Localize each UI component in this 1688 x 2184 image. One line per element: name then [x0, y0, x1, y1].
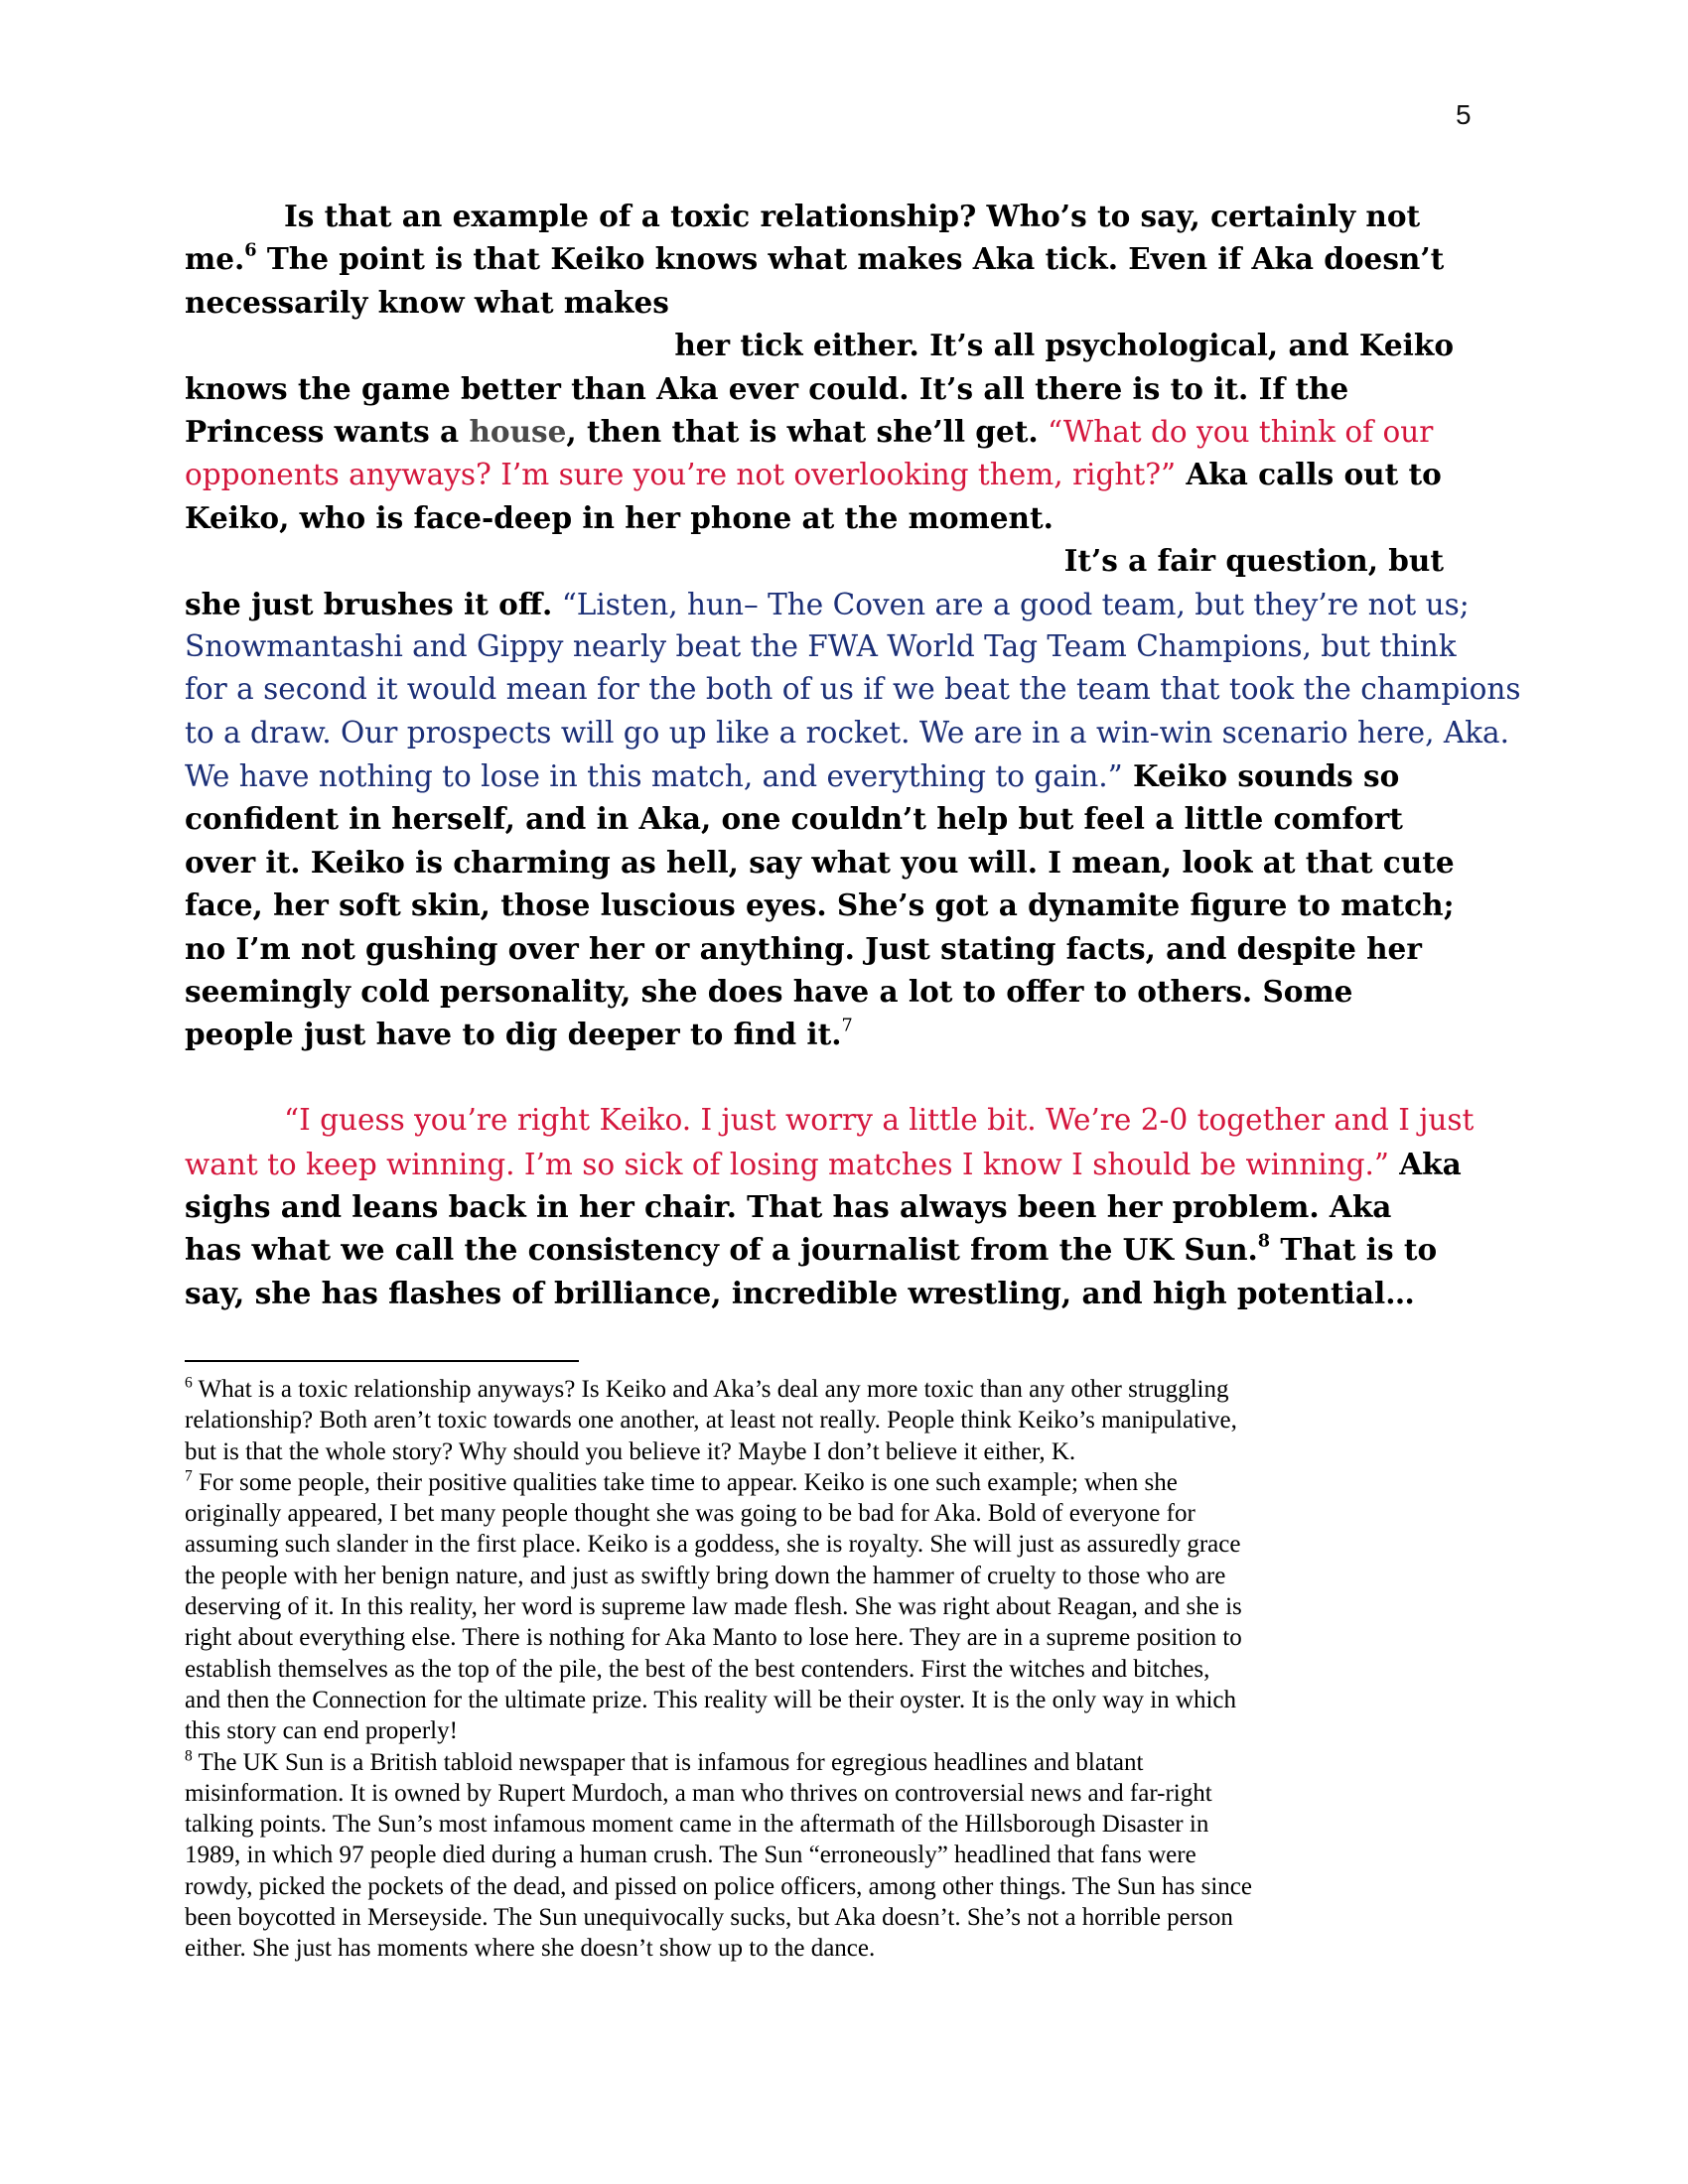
- house-word: house: [469, 413, 567, 449]
- aka-dialogue: “I guess you’re right Keiko. I just worry a little bit. We’re 2-0 together and I just: [284, 1103, 1475, 1138]
- paragraph-gap: [185, 1056, 1481, 1099]
- aka-dialogue: “What do you think of our: [1038, 414, 1434, 449]
- footnote-8: [185, 1747, 1485, 1965]
- body-line: [185, 884, 1481, 926]
- keiko-dialogue: We have nothing to lose in this match, and everything to gain.”: [185, 759, 1123, 794]
- body-line: [185, 583, 1481, 625]
- footnote-text: For some people, their positive qualities take time to appear. Keiko is one such example; when she: [192, 1468, 1178, 1496]
- narration-text: knows the game better than Aka ever could. It’s all there is to it. If the: [185, 370, 1349, 406]
- body-line: [185, 237, 1481, 280]
- keiko-dialogue: to a draw. Our prospects will go up like a rocket. We are in a win-win scenario here, Aka.: [185, 715, 1509, 750]
- page-number: 5: [1456, 99, 1472, 130]
- narration-text: necessarily know what makes: [185, 284, 669, 320]
- body-line: [185, 1185, 1481, 1228]
- footnote-line: right about everything else. There is nothing for Aka Manto to lose here. They are in a supreme position to: [185, 1624, 1242, 1652]
- keiko-dialogue: for a second it would mean for the both of us if we beat the team that took the champions: [185, 672, 1521, 707]
- footnote-ref-8[interactable]: 8: [1257, 1231, 1271, 1253]
- footnote-line: [185, 1467, 1485, 1498]
- body-line: [185, 625, 1481, 668]
- body-line: [185, 324, 1481, 366]
- narration-text: The point is that Keiko knows what makes Aka tick. Even if Aka doesn’t: [256, 241, 1445, 277]
- body-line: [185, 712, 1509, 754]
- footnote-ref-6[interactable]: 6: [244, 240, 257, 262]
- footnote-text: What is a toxic relationship anyways? Is Keiko and Aka’s deal any more toxic than any other struggling: [192, 1376, 1229, 1403]
- body-line: [185, 797, 1481, 840]
- body-line: [185, 1143, 1481, 1185]
- footnote-6: [185, 1374, 1485, 1467]
- narration-text: has what we call the consistency of a journalist from the UK Sun.: [185, 1232, 1258, 1268]
- body-line: [185, 195, 1481, 237]
- footnote-text: The UK Sun is a British tabloid newspaper that is infamous for egregious headlines and blatant: [192, 1748, 1144, 1776]
- narration-text: face, her soft skin, those luscious eyes. She’s got a dynamite figure to match;: [185, 887, 1455, 923]
- body-line: [185, 1228, 1481, 1271]
- footnote-number: 7: [185, 1467, 193, 1485]
- body-line: [185, 410, 1481, 453]
- aka-dialogue: opponents anyways? I’m sure you’re not overlooking them, right?”: [185, 458, 1177, 492]
- narration-text: Keiko sounds so: [1122, 758, 1400, 794]
- narration-text: It’s a fair question, but: [1063, 543, 1444, 579]
- footnote-line: but is that the whole story? Why should you believe it? Maybe I don’t believe it either, K.: [185, 1437, 1076, 1465]
- footnote-ref-7[interactable]: 7: [841, 1017, 853, 1037]
- body-line: [185, 1013, 1481, 1055]
- body-line: [185, 539, 1481, 582]
- narration-text: no I’m not gushing over her or anything. Just stating facts, and despite her: [185, 930, 1422, 966]
- footnote-line: misinformation. It is owned by Rupert Murdoch, a man who thrives on controversial news and far-right: [185, 1779, 1212, 1807]
- narration-text: she just brushes it off.: [185, 586, 553, 621]
- body-line: [185, 668, 1521, 711]
- keiko-dialogue: Snowmantashi and Gippy nearly beat the FWA World Tag Team Champions, but think: [185, 628, 1457, 663]
- narration-text: Keiko, who is face-deep in her phone at the moment.: [185, 499, 1054, 535]
- footnote-7: [185, 1467, 1485, 1747]
- footnote-line: and then the Connection for the ultimate prize. This reality will be their oyster. It is the only way in which: [185, 1686, 1237, 1713]
- body-line: [185, 496, 1481, 539]
- narration-text: That is to: [1270, 1232, 1438, 1268]
- footnote-line: the people with her benign nature, and just as swiftly bring down the hammer of cruelty to those who are: [185, 1562, 1226, 1589]
- narration-text: sighs and leans back in her chair. That has always been her problem. Aka: [185, 1188, 1392, 1224]
- body-line: [185, 281, 1481, 324]
- body-line: [185, 927, 1481, 970]
- footnote-separator: [185, 1360, 579, 1362]
- narration-text: Princess wants a: [185, 413, 470, 449]
- narration-text: confident in herself, and in Aka, one couldn’t help but feel a little comfort: [185, 801, 1403, 837]
- body-line: [185, 1099, 1481, 1142]
- footnotes: [185, 1374, 1485, 1965]
- narration-text: people just have to dig deeper to find it.: [185, 1017, 842, 1052]
- body-line: [185, 1272, 1481, 1314]
- footnote-line: deserving of it. In this reality, her word is supreme law made flesh. She was right about Reagan, and she is: [185, 1593, 1242, 1621]
- body-text: [185, 195, 1521, 1314]
- footnote-line: [185, 1374, 1485, 1405]
- body-line: [185, 970, 1481, 1013]
- footnote-number: 8: [185, 1747, 193, 1765]
- footnote-line: rowdy, picked the pockets of the dead, and pissed on police officers, among other things. The Sun has since: [185, 1872, 1252, 1900]
- footnote-number: 6: [185, 1374, 193, 1392]
- footnote-line: this story can end properly!: [185, 1717, 458, 1745]
- footnote-line: relationship? Both aren’t toxic towards one another, at least not really. People think Keiko’s manipulative,: [185, 1407, 1237, 1434]
- narration-text: say, she has flashes of brilliance, incredible wrestling, and high potential…: [185, 1275, 1415, 1310]
- footnote-line: originally appeared, I bet many people thought she was going to be bad for Aka. Bold of everyone for: [185, 1500, 1196, 1528]
- footnote-line: [185, 1747, 1485, 1778]
- aka-dialogue: want to keep winning. I’m so sick of losing matches I know I should be winning.”: [185, 1147, 1389, 1181]
- footnote-line: been boycotted in Merseyside. The Sun unequivocally sucks, but Aka doesn’t. She’s not a horrible person: [185, 1904, 1233, 1932]
- footnote-line: assuming such slander in the first place. Keiko is a goddess, she is royalty. She will just as assuredly grace: [185, 1531, 1241, 1559]
- narration-text: Aka: [1388, 1146, 1462, 1181]
- footnote-line: talking points. The Sun’s most infamous moment came in the aftermath of the Hillsborough Disaster in: [185, 1811, 1209, 1839]
- body-line: [185, 754, 1481, 797]
- footnote-line: establish themselves as the top of the pile, the best of the best contenders. First the witches and bitches,: [185, 1655, 1210, 1683]
- narration-text: , then that is what she’ll get.: [566, 413, 1039, 449]
- narration-text: over it. Keiko is charming as hell, say what you will. I mean, look at that cute: [185, 844, 1455, 880]
- body-line: [185, 453, 1481, 495]
- narration-text: Is that an example of a toxic relationship? Who’s to say, certainly not: [284, 199, 1421, 233]
- footnote-line: 1989, in which 97 people died during a human crush. The Sun “erroneously” headlined that fans were: [185, 1842, 1196, 1869]
- narration-text: Aka calls out to: [1176, 457, 1442, 492]
- body-line: [185, 367, 1481, 410]
- narration-text: her tick either. It’s all psychological, and Keiko: [674, 328, 1454, 363]
- footnote-line: either. She just has moments where she doesn’t show up to the dance.: [185, 1935, 876, 1963]
- keiko-dialogue: “Listen, hun– The Coven are a good team, but they’re not us;: [552, 587, 1470, 621]
- body-line: [185, 841, 1481, 884]
- narration-text: me.: [185, 241, 245, 277]
- narration-text: seemingly cold personality, she does have a lot to offer to others. Some: [185, 974, 1353, 1010]
